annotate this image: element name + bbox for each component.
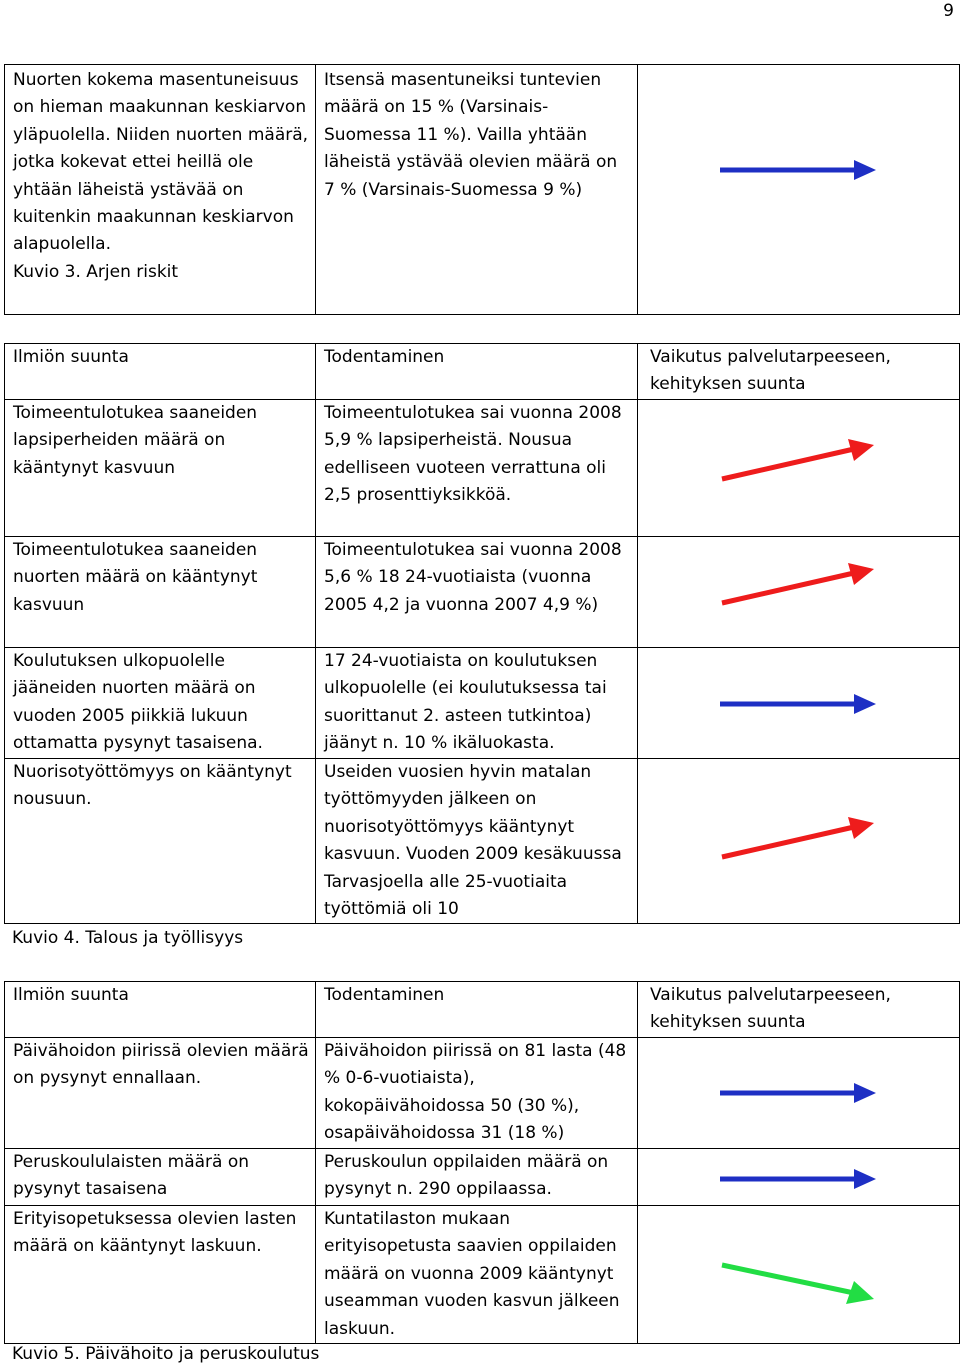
- figure-caption: Kuvio 5. Päivähoito ja peruskoulutus: [12, 1344, 320, 1364]
- effect-cell: [638, 759, 960, 924]
- page-number: 9: [943, 1, 954, 21]
- phenomenon-cell: Koulutuksen ulkopuolelle jääneiden nuorten määrä on vuoden 2005 piikkiä lukuun ottamatta pysynyt tasaisena.: [5, 648, 316, 759]
- verification-cell: 17 24-vuotiaista on koulutuksen ulkopuolelle (ei koulutuksessa tai suorittanut 2. asteen tutkintoa) jäänyt n. 10 % ikäluokasta.: [316, 648, 638, 759]
- header-ilmion-suunta: Ilmiön suunta: [5, 982, 316, 1038]
- blue-horizontal-arrow-icon: [718, 150, 878, 190]
- table-header-row: [5, 982, 960, 1038]
- phenomenon-cell: Nuorisotyöttömyys on kääntynyt nousuun.: [5, 759, 316, 924]
- blue-horizontal-arrow-icon: [718, 1073, 878, 1113]
- effect-cell: [638, 537, 960, 648]
- effect-cell: [638, 1038, 960, 1149]
- phenomenon-cell: Erityisopetuksessa olevien lasten määrä on kääntynyt laskuun.: [5, 1206, 316, 1344]
- phenomenon-cell: Peruskoululaisten määrä on pysynyt tasaisena: [5, 1149, 316, 1206]
- table-row: [5, 400, 960, 537]
- green-down-arrow-icon: [718, 1251, 878, 1311]
- table-paivahoito-ja-peruskoulutus: [4, 981, 960, 1344]
- effect-cell: [638, 1149, 960, 1206]
- table-talous-ja-tyollisyys: [4, 343, 960, 924]
- red-up-arrow-icon: [718, 557, 878, 617]
- header-todentaminen: Todentaminen: [316, 982, 638, 1038]
- verification-cell: Useiden vuosien hyvin matalan työttömyyden jälkeen on nuorisotyöttömyys kääntynyt kasvuun. Vuoden 2009 kesäkuussa Tarvasjoella alle 25-vuotiaita työttömiä oli 10: [316, 759, 638, 924]
- table-header-row: [5, 344, 960, 400]
- verification-cell: Toimeentulotukea sai vuonna 2008 5,6 % 18 24-vuotiaista (vuonna 2005 4,2 ja vuonna 2007 4,9 %): [316, 537, 638, 648]
- figure-caption: Kuvio 3. Arjen riskit: [13, 261, 179, 282]
- effect-cell: [638, 1206, 960, 1344]
- table-row: [5, 759, 960, 924]
- header-vaikutus: Vaikutus palvelutarpeeseen, kehityksen suunta: [638, 982, 960, 1038]
- effect-cell: [638, 648, 960, 759]
- verification-cell: Päivähoidon piirissä on 81 lasta (48 % 0-6-vuotiaista), kokopäivähoidossa 50 (30 %), osapäivähoidossa 31 (18 %): [316, 1038, 638, 1149]
- red-up-arrow-icon: [718, 811, 878, 871]
- verification-cell: Peruskoulun oppilaiden määrä on pysynyt n. 290 oppilaassa.: [316, 1149, 638, 1206]
- header-vaikutus: Vaikutus palvelutarpeeseen, kehityksen suunta: [638, 344, 960, 400]
- effect-cell: [638, 400, 960, 537]
- effect-cell: [638, 65, 960, 315]
- red-up-arrow-icon: [718, 433, 878, 493]
- table-arjen-riskit: [4, 64, 960, 315]
- table-row: [5, 1149, 960, 1206]
- table-row: [5, 537, 960, 648]
- verification-cell: Kuntatilaston mukaan erityisopetusta saavien oppilaiden määrä on vuonna 2009 kääntynyt useamman vuoden kasvun jälkeen laskuun.: [316, 1206, 638, 1344]
- table-row: [5, 65, 960, 315]
- verification-cell: Toimeentulotukea sai vuonna 2008 5,9 % lapsiperheistä. Nousua edelliseen vuoteen verrattuna oli 2,5 prosenttiyksikköä.: [316, 400, 638, 537]
- figure-caption: Kuvio 4. Talous ja työllisyys: [12, 928, 244, 948]
- verification-cell: Itsensä masentuneiksi tuntevien määrä on 15 % (Varsinais-Suomessa 11 %). Vailla yhtään läheistä ystävää olevien määrä on 7 % (Varsinais-Suomessa 9 %): [316, 65, 638, 315]
- header-ilmion-suunta: Ilmiön suunta: [5, 344, 316, 400]
- table-row: [5, 1206, 960, 1344]
- table-row: [5, 648, 960, 759]
- phenomenon-cell: Toimeentulotukea saaneiden lapsiperheiden määrä on kääntynyt kasvuun: [5, 400, 316, 537]
- table-row: [5, 1038, 960, 1149]
- phenomenon-cell: [5, 65, 316, 315]
- header-todentaminen: Todentaminen: [316, 344, 638, 400]
- blue-horizontal-arrow-icon: [718, 684, 878, 724]
- phenomenon-cell: Toimeentulotukea saaneiden nuorten määrä on kääntynyt kasvuun: [5, 537, 316, 648]
- phenomenon-cell: Päivähoidon piirissä olevien määrä on pysynyt ennallaan.: [5, 1038, 316, 1149]
- phenomenon-text: Nuorten kokema masentuneisuus on hieman maakunnan keskiarvon yläpuolella. Niiden nuorten määrä, jotka kokevat ettei heillä ole yhtään läheistä ystävää on kuitenkin maakunnan keskiarvon alapuolella.: [13, 70, 309, 255]
- blue-horizontal-arrow-icon: [718, 1159, 878, 1199]
